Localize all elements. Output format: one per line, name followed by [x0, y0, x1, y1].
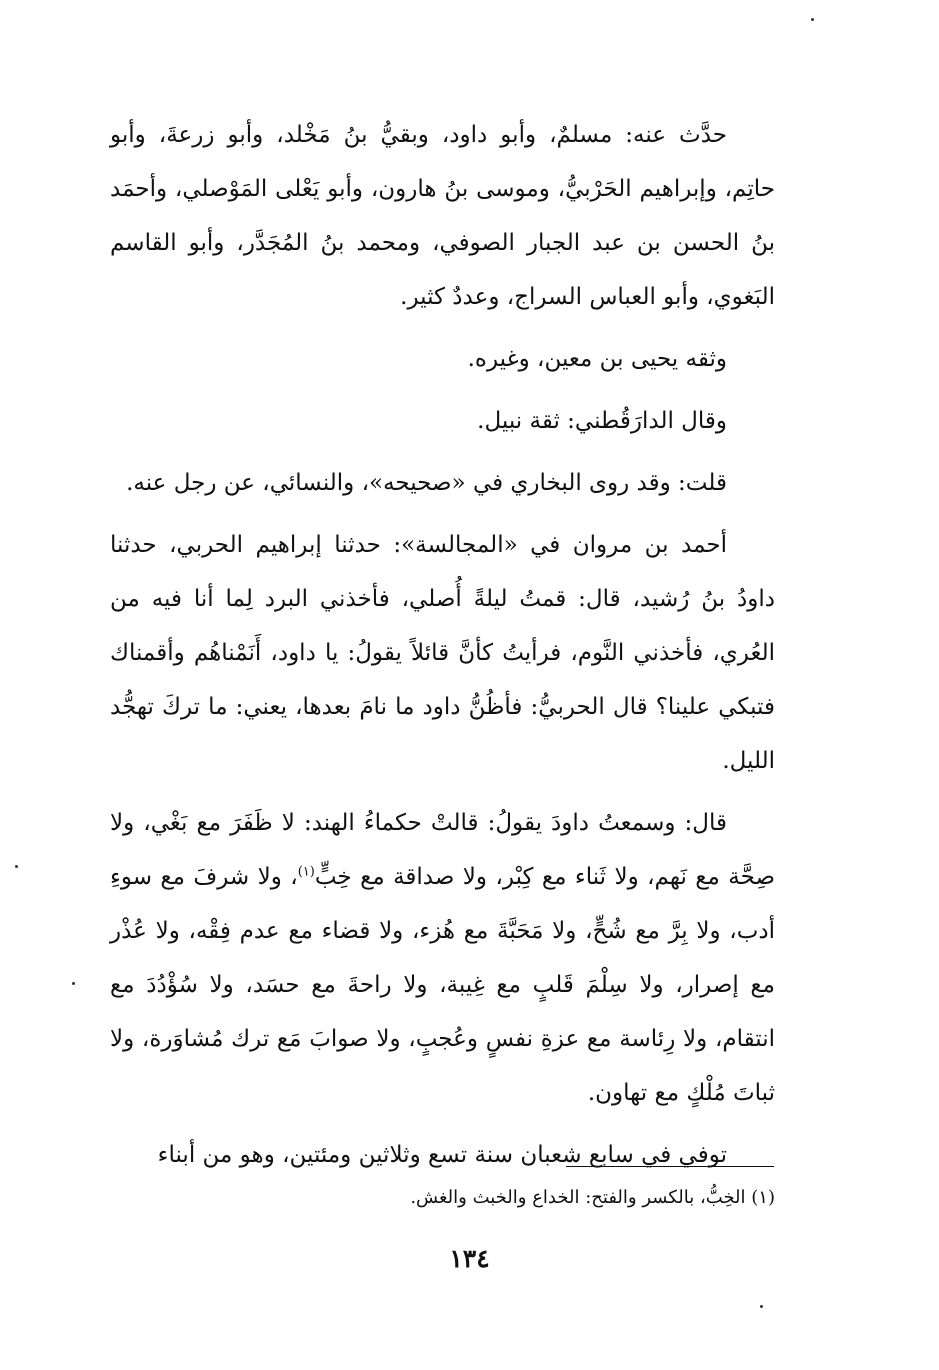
footnote [110, 1183, 775, 1213]
paragraph-text: قال: وسمعتُ داودَ يقولُ: قالتْ حكماءُ الهند: لا ظَفَرَ مع بَغْي، ولا صِحَّة مع نَهم، ولا ثَناء مع كِبْر، ولا صداقة مع خِبٍّ [110, 810, 775, 890]
paragraph-text: أحمد بن مروان في «المجالسة»: حدثنا إبراهيم الحربي، حدثنا داودُ بنُ رُشيد، قال: قمتُ ليلةً أُصلي، فأخذني البرد لِما أنا فيه من العُري، فأخذني النَّوم، فرأيتُ كأنَّ قائلاً يقولُ: يا داود، أَنَمْناهُم وأقمناك فتبكي علينا؟ قال الحربيُّ: فأظُنُّ داود ما نامَ بعدها، يعني: ما تركَ تهجُّد الليل. [110, 532, 775, 774]
scan-speck [760, 1305, 763, 1308]
paragraph-hind-wisdom [110, 796, 775, 1120]
paragraph-text: وثقه يحيى بن معين، وغيره. [467, 346, 727, 372]
paragraph-narrators [110, 108, 775, 324]
scan-speck [15, 865, 18, 868]
paragraph-daraqutni [110, 394, 775, 448]
paragraph-death [110, 1128, 775, 1182]
paragraph-text: حدَّث عنه: مسلمٌ، وأبو داود، وبقيُّ بنُ مَخْلد، وأبو زرعةَ، وأبو حاتِم، وإبراهيم الحَرْبيُّ، وموسى بنُ هارون، وأبو يَعْلى المَوْصلي، وأحمَد بنُ الحسن بن عبد الجبار الصوفي، ومحمد بنُ المُجَدَّر، وأبو القاسم البَغوي، وأبو العباس السراج، وعددٌ كثير. [110, 122, 775, 310]
footnote-text: (١) الخِبُّ، بالكسر والفتح: الخداع والخبث والغش. [410, 1187, 775, 1208]
scan-speck [811, 18, 814, 21]
scan-speck [72, 982, 75, 985]
footnote-marker[interactable]: (١) [297, 864, 315, 880]
paragraph-text: وقال الدارَقُطني: ثقة نبيل. [477, 408, 727, 434]
paragraph-text: توفي في سابع شعبان سنة تسع وثلاثين ومئتين، وهو من أبناء [157, 1142, 727, 1168]
paragraph-mujalasa [110, 518, 775, 788]
footnote-separator [566, 1166, 774, 1167]
page-number: ١٣٤ [449, 1244, 490, 1273]
paragraph-ibn-maeen [110, 332, 775, 386]
paragraph-bukhari [110, 456, 775, 510]
paragraph-text: قلت: وقد روى البخاري في «صحيحه»، والنسائي، عن رجل عنه. [126, 470, 727, 496]
main-text [110, 108, 775, 1190]
paragraph-text-continued: ، ولا شرفَ مع سوءِ أدب، ولا بِرَّ مع شُحٍّ، ولا مَحَبَّةَ مع هُزء، ولا قضاء مع عدم فِقْه، ولا عُذْر مع إصرار، ولا سِلْمَ قَلبٍ مع غِيبة، ولا راحةَ مع حسَد، ولا سُؤْدُدَ مع انتقام، ولا رِئاسة مع عزةِ نفسٍ وعُجبٍ، ولا صوابَ مَع ترك مُشاوَرة، ولا ثباتَ مُلْكٍ مع تهاون. [110, 864, 775, 1106]
